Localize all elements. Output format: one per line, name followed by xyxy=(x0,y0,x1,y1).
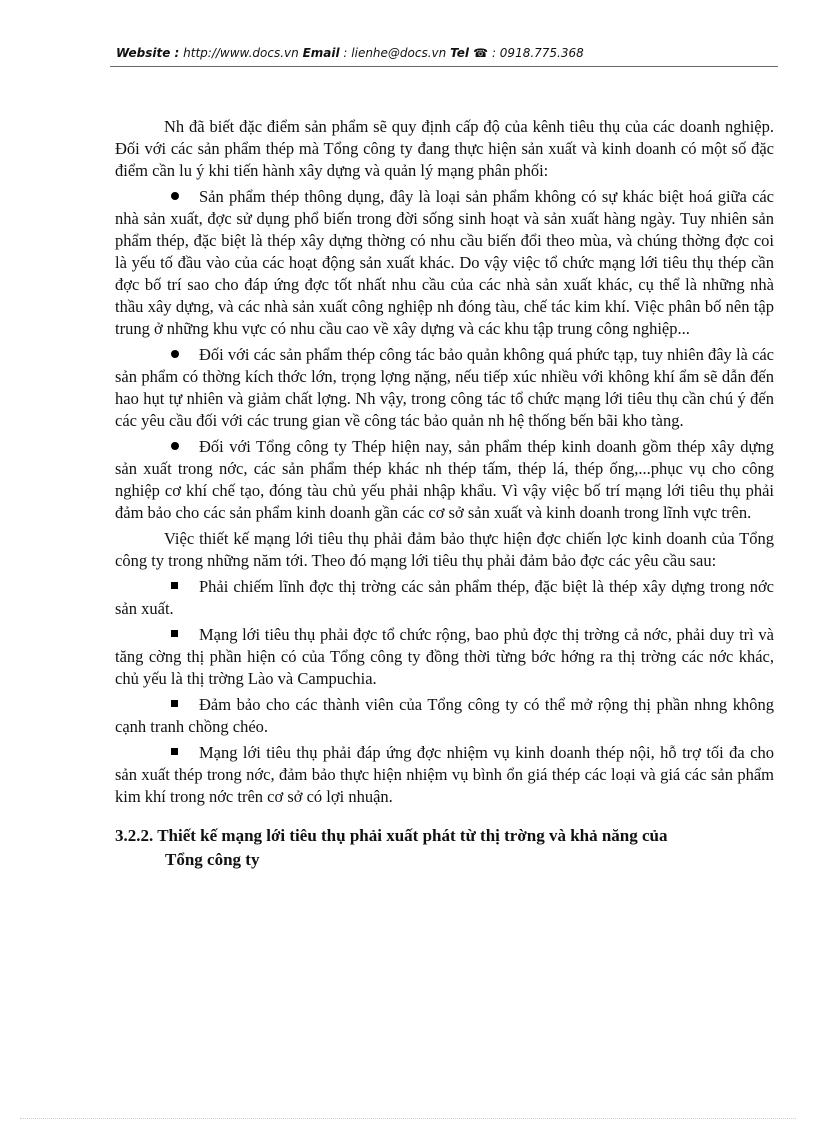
section-heading-line2: Tổng công ty xyxy=(165,850,260,869)
tel-label: Tel ☎ xyxy=(450,46,489,60)
page-header xyxy=(116,46,584,60)
bullet-text: Đối với Tổng công ty Thép hiện nay, sản phẩm thép kinh doanh gồm thép xây dựng sản xuất trong nớc, các sản phẩm thép khác nh thép tấm, thép lá, thép ống,...phục vụ cho công nghiệp cơ khí chế tạo, đóng tàu chủ yếu phải nhập khẩu. Vì vậy việc bố trí mạng lới tiêu thụ phải đảm bảo cho các sản phẩm kinh doanh gần các cơ sở sản xuất và kinh doanh trong lĩnh vực trên. xyxy=(115,437,774,522)
square-bullet-icon xyxy=(115,742,199,764)
tel-value: : 0918.775.368 xyxy=(491,46,584,60)
bullet-dot-icon xyxy=(115,436,199,458)
square-bullet-text: Đảm bảo cho các thành viên của Tổng công ty có thể mở rộng thị phần nhng không cạnh tranh chồng chéo. xyxy=(115,695,774,736)
document-body xyxy=(115,116,774,876)
square-bullet-text: Phải chiếm lĩnh đợc thị trờng các sản phẩm thép, đặc biệt là thép xây dựng trong nớc sản xuất. xyxy=(115,577,774,618)
bullet-paragraph xyxy=(115,436,774,524)
section-heading xyxy=(115,824,774,872)
email-link[interactable]: : lienhe@docs.vn xyxy=(343,46,447,60)
footer-divider xyxy=(20,1118,796,1119)
requirements-paragraph: Việc thiết kế mạng lới tiêu thụ phải đảm bảo thực hiện đợc chiến lợc kinh doanh của Tổng công ty trong những năm tới. Theo đó mạng lới tiêu thụ phải đảm bảo đợc các yêu cầu sau: xyxy=(115,529,774,570)
square-bullet-text: Mạng lới tiêu thụ phải đáp ứng đợc nhiệm vụ kinh doanh thép nội, hỗ trợ tối đa cho sản xuất thép trong nớc, đảm bảo thực hiện nhiệm vụ bình ổn giá thép các loại và giá các sản phẩm kim khí trong nớc trên cơ sở có lợi nhuận. xyxy=(115,743,774,806)
bullet-text: Đối với các sản phẩm thép công tác bảo quản không quá phức tạp, tuy nhiên đây là các sản phẩm có thờng kích thớc lớn, trọng lợng nặng, nếu tiếp xúc nhiều với không khí ẩm sẽ dẫn đến hao hụt tự nhiên và giảm chất lợng. Nh vậy, trong công tác tổ chức mạng lới tiêu thụ cần chú ý đến các yêu cầu đối với các trung gian về công tác bảo quản nh hệ thống bến bãi kho tàng. xyxy=(115,345,774,430)
square-bullet-icon xyxy=(115,694,199,716)
square-bullet-paragraph xyxy=(115,624,774,690)
bullet-text: Sản phẩm thép thông dụng, đây là loại sản phẩm không có sự khác biệt hoá giữa các nhà sản xuất, đợc sử dụng phổ biến trong đời sống sinh hoạt và sản xuất hàng ngày. Tuy nhiên sản phẩm thép, đặc biệt là thép xây dựng thờng có nhu cầu biến đổi theo mùa, và chúng thờng đợc coi là yếu tố đầu vào của các hoạt động sản xuất khác. Do vậy việc tổ chức mạng lới tiêu thụ thép cần đợc bố trí sao cho đáp ứng đợc tốt nhất nhu cầu của các nhà sản xuất khác, cụ thể là những nhà thầu xây dựng, và các nhà sản xuất công nghiệp nh đóng tàu, chế tác kim khí. Việc phân bố nên tập trung ở những khu vực có nhu cầu cao về xây dựng và các khu tập trung công nghiệp... xyxy=(115,187,774,338)
bullet-dot-icon xyxy=(115,186,199,208)
section-heading-line1: 3.2.2. Thiết kế mạng lới tiêu thụ phải xuất phát từ thị trờng và khả năng của xyxy=(115,826,668,845)
square-bullet-text: Mạng lới tiêu thụ phải đợc tổ chức rộng, bao phủ đợc thị trờng cả nớc, phải duy trì và tăng cờng thị phần hiện có của Tổng công ty đồng thời từng bớc hớng ra thị trờng các nớc khác, chủ yếu là thị trờng Lào và Campuchia. xyxy=(115,625,774,688)
website-link[interactable]: http://www.docs.vn xyxy=(183,46,299,60)
square-bullet-paragraph xyxy=(115,694,774,738)
bullet-dot-icon xyxy=(115,344,199,366)
email-label: Email xyxy=(302,46,340,60)
square-bullet-paragraph xyxy=(115,576,774,620)
intro-paragraph: Nh đã biết đặc điểm sản phẩm sẽ quy định cấp độ của kênh tiêu thụ của các doanh nghiệp. Đối với các sản phẩm thép mà Tổng công ty đang thực hiện sản xuất và kinh doanh có một số đặc điểm cần lu ý khi tiến hành xây dựng và quản lý mạng phân phối: xyxy=(115,117,774,180)
square-bullet-icon xyxy=(115,624,199,646)
website-label: Website : xyxy=(116,46,180,60)
square-bullet-icon xyxy=(115,576,199,598)
bullet-paragraph xyxy=(115,344,774,432)
header-divider xyxy=(110,66,778,67)
square-bullet-paragraph xyxy=(115,742,774,808)
bullet-paragraph xyxy=(115,186,774,340)
